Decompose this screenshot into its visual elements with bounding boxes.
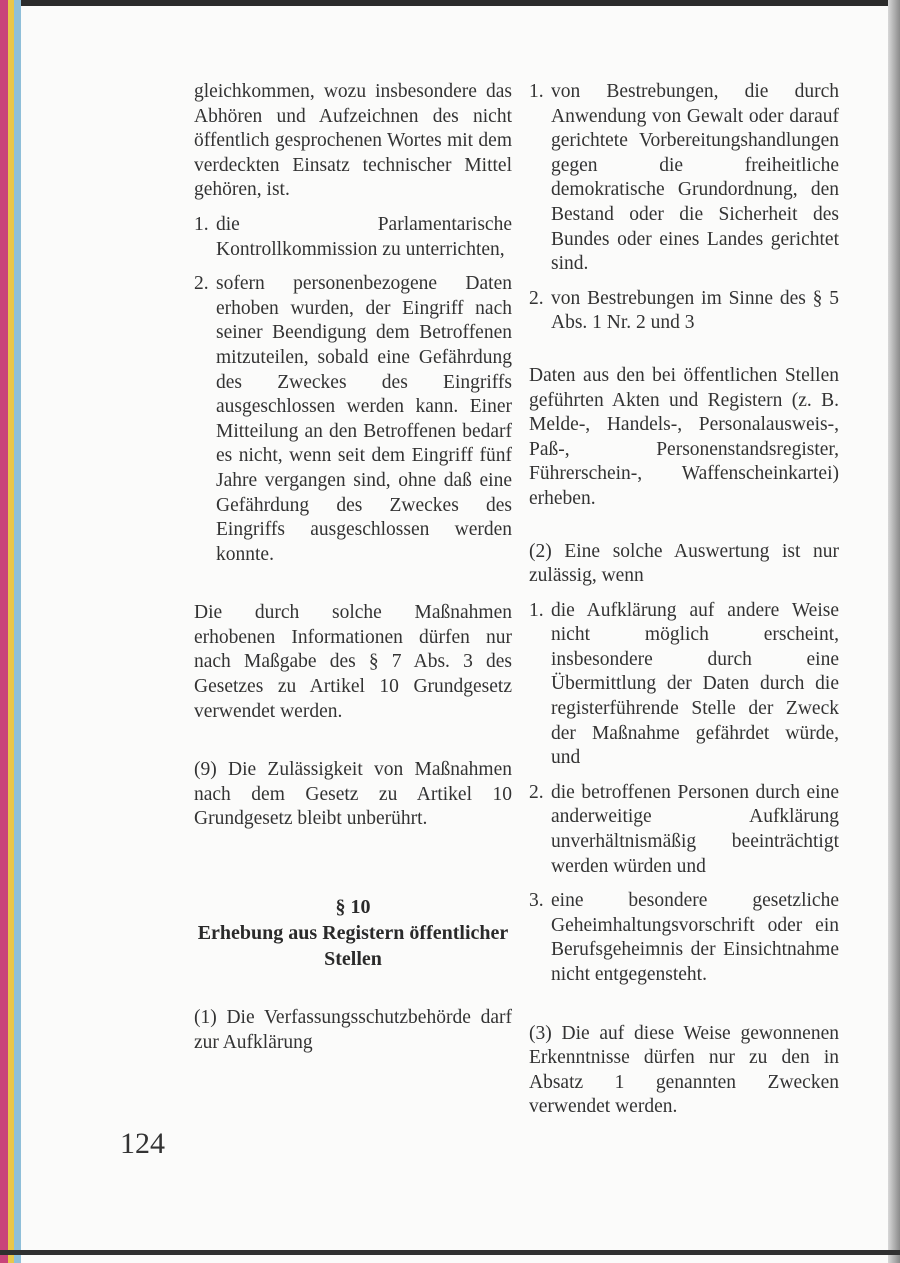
list-item-number: 2. (529, 781, 544, 803)
list-item-text: sofern personenbezogene Daten erhoben wurden, der Eingriff nach seiner Beendigung dem Betroffenen mitzuteilen, sobald eine Gefährdung des Zweckes des Eingriffs ausgeschlossen werden kann. Einer Mitteilung an den Betroffenen bedarf es nicht, wenn seit dem Eingriff fünf Jahre vergangen sind, ohne daß eine Gefährdung des Zweckes des Eingriffs ausgeschlossen werden konnte. (216, 273, 512, 565)
list-item-number: 1. (194, 213, 209, 235)
paragraph-1: (1) Die Verfassungsschutzbehörde darf zur Aufklärung (194, 1007, 512, 1053)
list-item-text: von Bestrebungen, die durch Anwendung von Gewalt oder darauf gerichtete Vorbereitungshandlungen gegen die freiheitliche demokratische Grundordnung, den Bestand oder die Sicherheit des Bundes oder eines Landes gerichtet sind. (551, 81, 839, 275)
binding-strip-magenta (0, 0, 8, 1263)
section-number: § 10 (335, 896, 371, 919)
list-item-text: eine besondere gesetzliche Geheimhaltungsvorschrift oder ein Berufsgeheimnis der Einsichtnahme nicht entgegensteht. (551, 890, 839, 985)
list-item (529, 80, 839, 277)
intro-paragraph: gleichkommen, wozu insbesondere das Abhören und Aufzeichnen des nicht öffentlich gesprochenen Wortes mit dem verdeckten Einsatz technischer Mittel gehören, ist. (194, 81, 512, 201)
list-item-number: 2. (529, 287, 544, 309)
scan-edge-right (888, 0, 900, 1263)
data-sources-paragraph: Daten aus den bei öffentlichen Stellen geführten Akten und Registern (z. B. Melde-, Handels-, Personalausweis-, Paß-, Personenstandsregister, Führerschein-, Waffenscheinkartei) erheben. (529, 364, 839, 509)
list-item (529, 599, 839, 771)
list-item-text: die Aufklärung auf andere Weise nicht möglich erscheint, insbesondere durch eine Übermittlung der Daten durch die registerführende Stelle der Zweck der Maßnahme gefährdet würde, und (551, 599, 839, 769)
scan-edge-top (0, 0, 900, 6)
list-item-number: 3. (529, 890, 544, 912)
list-item-number: 1. (529, 599, 544, 621)
paragraph-3: (3) Die auf diese Weise gewonnenen Erkenntnisse dürfen nur zu den in Absatz 1 genannten Zwecken verwendet werden. (529, 1022, 839, 1118)
list-item-text: die betroffenen Personen durch eine anderweitige Aufklärung unverhältnismäßig beeinträchtigt werden würden und (551, 781, 839, 877)
list-item-number: 1. (529, 81, 544, 102)
list-item (194, 272, 512, 567)
list-item (529, 889, 839, 987)
list-item-text: die Parlamentarische Kontrollkommission zu unterrichten, (216, 213, 512, 260)
right-column (529, 80, 839, 1120)
information-paragraph: Die durch solche Maßnahmen erhobenen Informationen dürfen nur nach Maßgabe des § 7 Abs. 3 des Gesetzes zu Artikel 10 Grundgesetz verwendet werden. (194, 602, 512, 722)
paragraph-2: (2) Eine solche Auswertung ist nur zulässig, wenn (529, 540, 839, 587)
list-item (194, 213, 512, 262)
list-item-text: von Bestrebungen im Sinne des § 5 Abs. 1 Nr. 2 und 3 (551, 287, 839, 334)
list-item-number: 2. (194, 273, 209, 295)
page-number: 124 (120, 1127, 165, 1160)
list-item (529, 781, 839, 879)
binding-strip-blue (14, 0, 21, 1263)
list-item (529, 287, 839, 336)
section-title: Erhebung aus Registern öffentlicher Stellen (197, 922, 509, 971)
scan-edge-bottom (0, 1250, 900, 1255)
paragraph-9: (9) Die Zulässigkeit von Maßnahmen nach dem Gesetz zu Artikel 10 Grundgesetz bleibt unberührt. (194, 759, 512, 830)
left-column (194, 80, 512, 1055)
